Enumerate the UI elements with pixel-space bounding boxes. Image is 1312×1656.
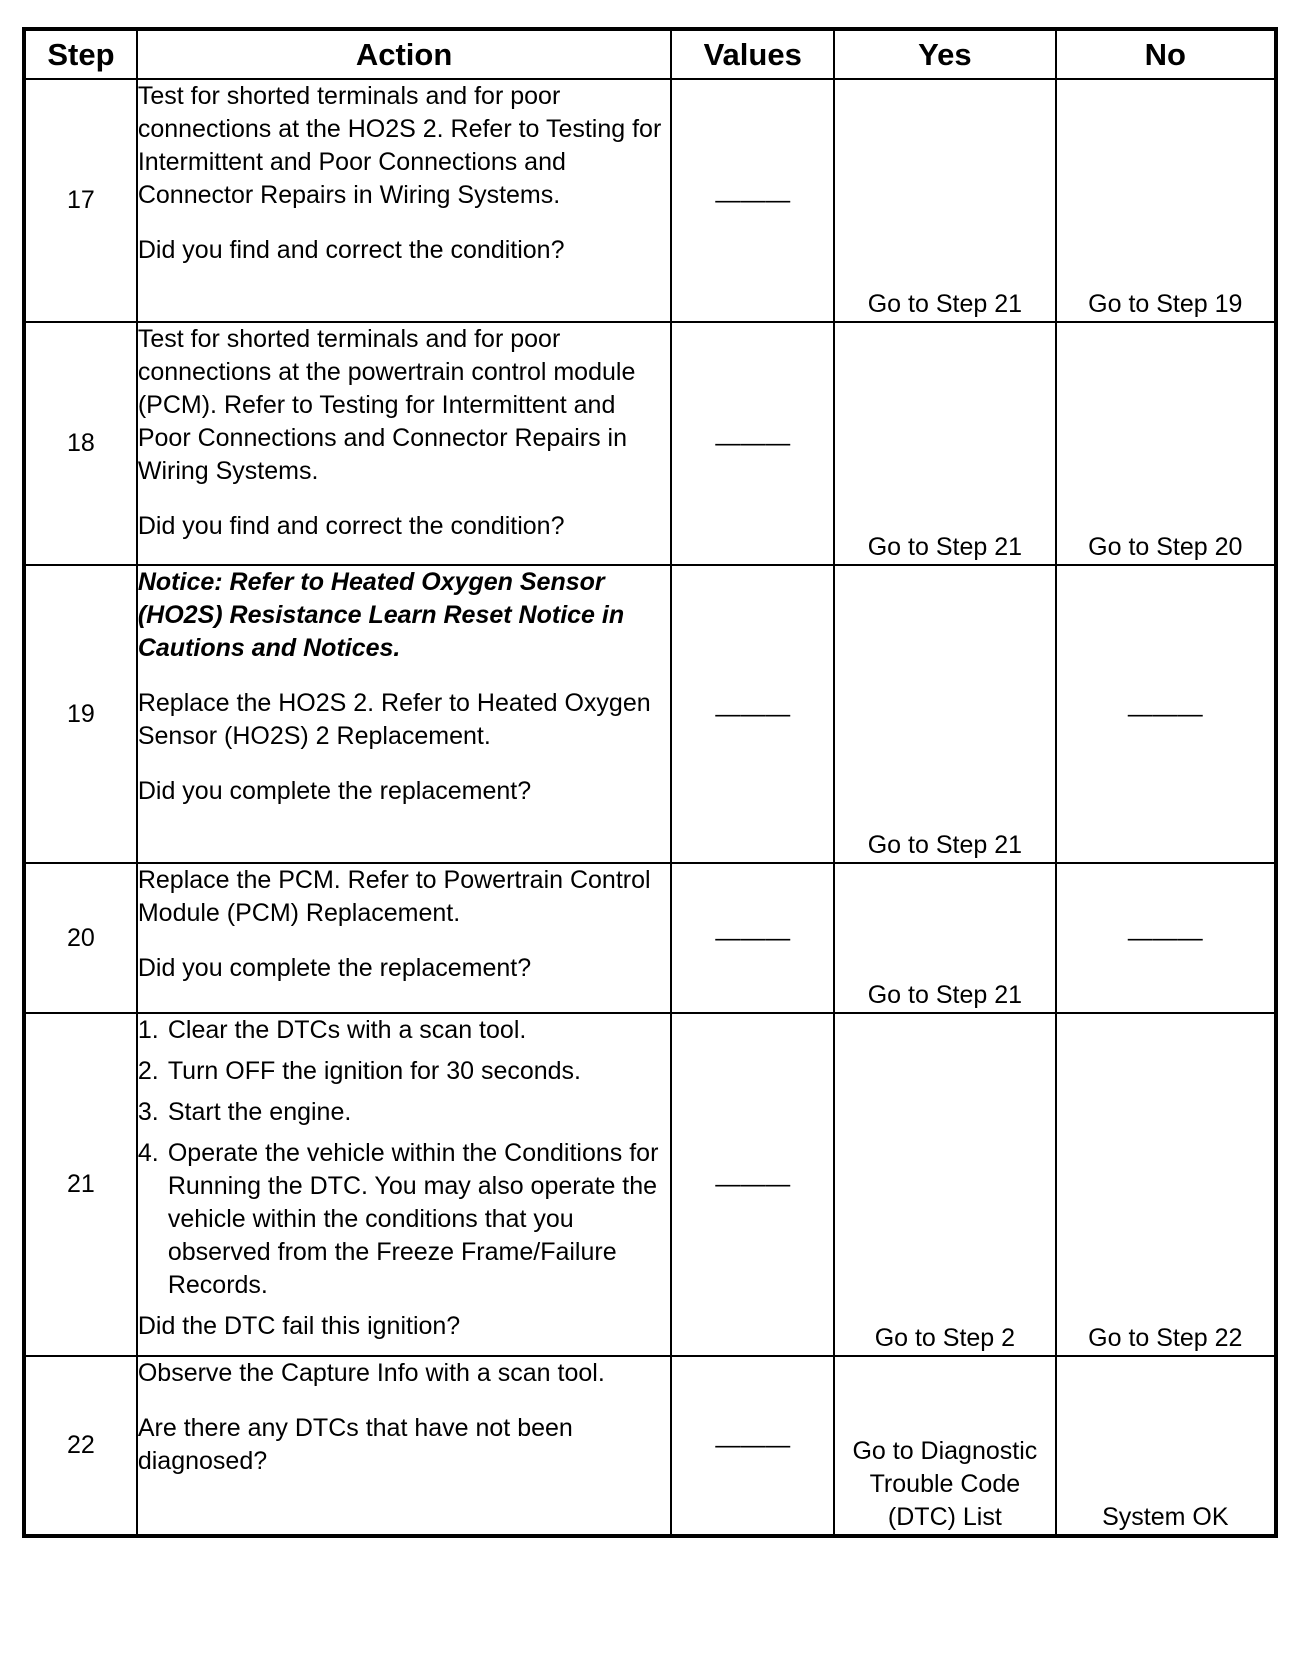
header-row [24, 29, 1276, 79]
table-row-step-22 [24, 1356, 1276, 1536]
yes-cell: Go to Step 2 [834, 1013, 1055, 1356]
substep-item [138, 1055, 670, 1088]
values-cell: ——— [671, 79, 834, 322]
values-cell: ——— [671, 565, 834, 863]
action-cell [137, 565, 671, 863]
table-row-step-18 [24, 322, 1276, 565]
substep-number: 3. [137, 1098, 159, 1126]
notice-text: Notice: Refer to Heated Oxygen Sensor (HO2S) Resistance Learn Reset Notice in Cautions and Notices. [137, 568, 625, 662]
step-number: 17 [24, 79, 137, 322]
substep-text: Start the engine. [167, 1098, 352, 1126]
action-cell [137, 863, 671, 1013]
action-text: Observe the Capture Info with a scan tool. [137, 1359, 605, 1387]
yes-cell: Go to Step 21 [834, 322, 1055, 565]
substep-number: 4. [137, 1139, 159, 1167]
yes-cell: Go to Step 21 [834, 863, 1055, 1013]
action-question: Are there any DTCs that have not been diagnosed? [137, 1414, 573, 1475]
action-text: Replace the HO2S 2. Refer to Heated Oxygen Sensor (HO2S) 2 Replacement. [137, 689, 651, 750]
action-cell [137, 79, 671, 322]
no-cell: System OK [1056, 1356, 1276, 1536]
values-cell: ——— [671, 1356, 834, 1536]
no-cell: Go to Step 20 [1056, 322, 1276, 565]
substep-text: Turn OFF the ignition for 30 seconds. [167, 1057, 582, 1085]
substep-text: Operate the vehicle within the Conditions for Running the DTC. You may also operate the vehicle within the conditions that you observed from the Freeze Frame/Failure Records. [167, 1139, 659, 1299]
table-row-step-20 [24, 863, 1276, 1013]
action-question: Did you complete the replacement? [137, 777, 532, 805]
step-number: 18 [24, 322, 137, 565]
no-cell: Go to Step 22 [1056, 1013, 1276, 1356]
substep-item [138, 1096, 670, 1129]
yes-cell: Go to Diagnostic Trouble Code (DTC) List [834, 1356, 1055, 1536]
action-question: Did you find and correct the condition? [137, 236, 565, 264]
action-text: Test for shorted terminals and for poor connections at the HO2S 2. Refer to Testing for Intermittent and Poor Connections and Connector Repairs in Wiring Systems. [137, 82, 662, 209]
step-number: 20 [24, 863, 137, 1013]
step-number: 21 [24, 1013, 137, 1356]
substep-number: 1. [137, 1016, 159, 1044]
action-cell [137, 322, 671, 565]
header-yes: Yes [834, 29, 1055, 79]
diagnostic-table [22, 27, 1278, 1538]
action-question: Did you complete the replacement? [137, 954, 532, 982]
table-row-step-21 [24, 1013, 1276, 1356]
table-row-step-17 [24, 79, 1276, 322]
no-cell: ——— [1056, 565, 1276, 863]
header-no: No [1056, 29, 1276, 79]
no-cell: Go to Step 19 [1056, 79, 1276, 322]
header-step: Step [24, 29, 137, 79]
header-action: Action [137, 29, 671, 79]
action-text: Replace the PCM. Refer to Powertrain Control Module (PCM) Replacement. [137, 866, 651, 927]
values-cell: ——— [671, 1013, 834, 1356]
step-number: 22 [24, 1356, 137, 1536]
substep-text: Clear the DTCs with a scan tool. [167, 1016, 527, 1044]
values-cell: ——— [671, 322, 834, 565]
yes-cell: Go to Step 21 [834, 565, 1055, 863]
header-values: Values [671, 29, 834, 79]
step-number: 19 [24, 565, 137, 863]
action-text: Test for shorted terminals and for poor connections at the powertrain control module (PCM). Refer to Testing for Intermittent and Poor Connections and Connector Repairs in Wiring Systems. [137, 325, 636, 485]
substep-item [138, 1137, 670, 1302]
action-cell [137, 1356, 671, 1536]
action-question: Did you find and correct the condition? [137, 512, 565, 540]
substep-list [138, 1014, 670, 1302]
action-cell [137, 1013, 671, 1356]
substep-item [138, 1014, 670, 1047]
values-cell: ——— [671, 863, 834, 1013]
substep-number: 2. [137, 1057, 159, 1085]
yes-cell: Go to Step 21 [834, 79, 1055, 322]
no-cell: ——— [1056, 863, 1276, 1013]
table-row-step-19 [24, 565, 1276, 863]
action-question: Did the DTC fail this ignition? [137, 1312, 461, 1340]
